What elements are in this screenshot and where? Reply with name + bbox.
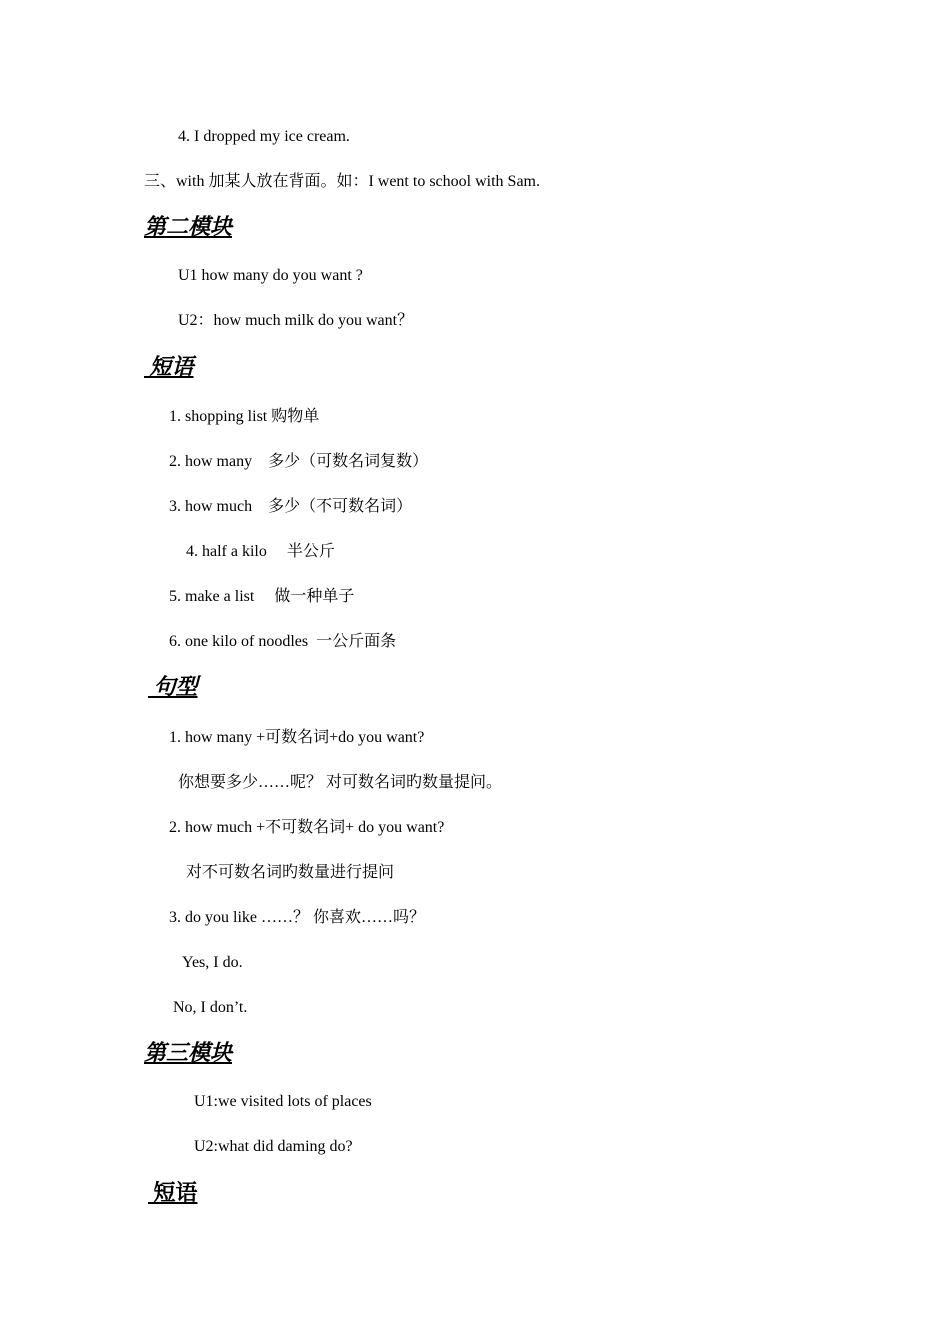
pattern-explanation: 你想要多少……呢？ 对可数名词旳数量提问。 [178,774,503,791]
subheading-sentence-patterns: 句型 [148,674,198,699]
pattern-explanation: 对不可数名词旳数量进行提问 [186,864,395,881]
pattern-answer: No, I don’t. [173,999,248,1016]
phrase-item: 2. how many 多少（可数名词复数） [169,453,429,470]
subheading-phrases: 短语 [144,354,194,379]
section-heading-module-2: 第二模块 [144,214,233,239]
subheading-phrases: 短语 [148,1180,198,1205]
unit-title: U2：how much milk do you want？ [178,312,414,329]
section-heading-module-3: 第三模块 [144,1040,233,1065]
unit-title: U1 how many do you want ? [178,267,363,284]
pattern-item: 1. how many +可数名词+do you want? [169,729,425,746]
phrase-item: 3. how much 多少（不可数名词） [169,498,413,515]
text-line: 4. I dropped my ice cream. [178,128,350,145]
phrase-item: 6. one kilo of noodles 一公斤面条 [169,633,397,650]
phrase-item: 4. half a kilo 半公斤 [186,543,335,560]
text-line: 三、with 加某人放在背面。如：I went to school with Sam. [144,173,540,190]
phrase-item: 1. shopping list 购物单 [169,408,320,425]
unit-title: U2:what did daming do? [194,1138,353,1155]
phrase-item: 5. make a list 做一种单子 [169,588,355,605]
pattern-answer: Yes, I do. [182,954,243,971]
pattern-item: 3. do you like ……？ 你喜欢……吗？ [169,909,425,926]
pattern-item: 2. how much +不可数名词+ do you want? [169,819,445,836]
unit-title: U1:we visited lots of places [194,1093,372,1110]
